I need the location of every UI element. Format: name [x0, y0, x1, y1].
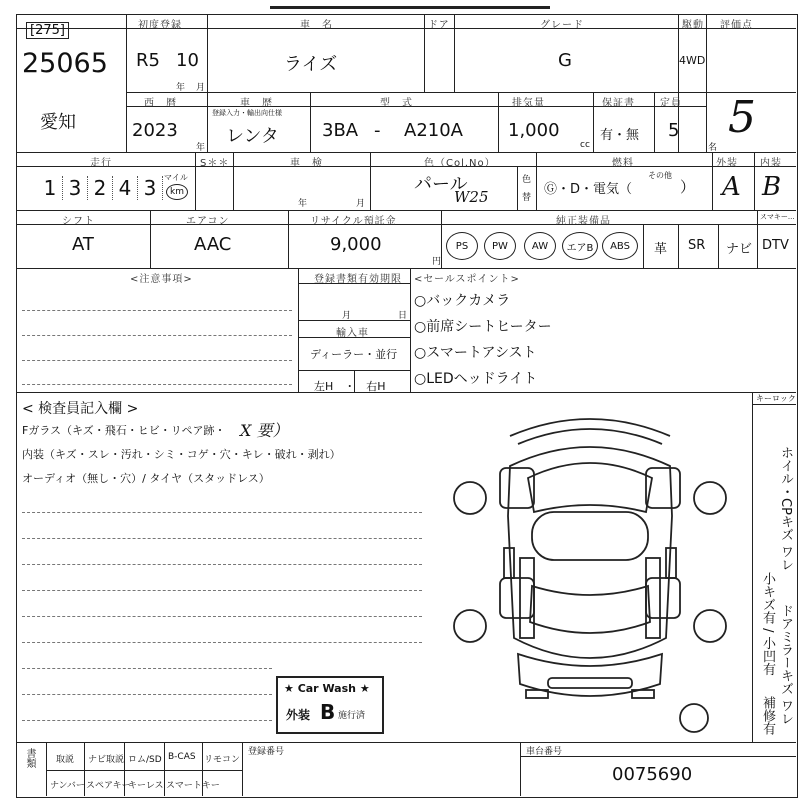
drive-value: 4WD [679, 54, 706, 67]
eval-score: 5 [728, 92, 756, 143]
first-reg-label: 初度登録 [138, 20, 182, 31]
doc-expiry-label: 登録書類有効期限 [314, 274, 402, 285]
car-body-diagram [440, 408, 740, 748]
shift-value: AT [72, 234, 94, 255]
chassis-history-note: 登録入力・輸出向仕様 [212, 109, 282, 117]
handle-value: 左H ・ 右H [314, 380, 386, 393]
model-year: 2023 [132, 120, 178, 141]
equip-airbag: エアB [562, 232, 598, 260]
mileage-digit: 4 [113, 176, 138, 200]
docs-label: 書類 [24, 748, 35, 768]
car-wash-body-a: 外装 [286, 708, 311, 722]
sales-point-1: ○バックカメラ [414, 293, 511, 309]
door-label: ドア [428, 20, 450, 31]
displacement-label: 排気量 [512, 98, 545, 109]
equip-abs: ABS [602, 232, 638, 260]
chassis-number: 0075690 [612, 764, 693, 785]
doc-keyless: キーレス [128, 781, 164, 791]
keylock-label: キーロック [756, 394, 796, 403]
grade-label: グレード [540, 20, 584, 31]
car-name-label: 車 名 [300, 20, 333, 31]
recycle-label: リサイクル預託金 [310, 216, 397, 227]
reg-no-label: 登録番号 [248, 747, 285, 757]
doc-navi-manual: ナビ取説 [88, 755, 125, 765]
inspection-label: 車 検 [290, 158, 323, 169]
equip-dtv: DTV [762, 238, 789, 253]
doc-smart-key: スマートキー [166, 781, 220, 791]
caution-label: <注意事項> [130, 274, 193, 285]
car-wash-grade: B [320, 700, 336, 724]
mileage-unit-mile: マイル [164, 173, 188, 182]
prefecture: 愛知 [40, 112, 76, 133]
mileage-digit: 1 [38, 176, 63, 200]
mileage-digit: 3 [138, 176, 163, 200]
inspection-month: 月 [356, 199, 366, 209]
warranty: 有・無 [600, 128, 640, 143]
equip-sunroof: SR [688, 238, 706, 253]
type-dash: - [374, 120, 381, 141]
exterior-grade: A [722, 172, 741, 202]
car-wash-body-b: 施行済 [338, 711, 366, 721]
recolor-top: 色 [522, 175, 532, 185]
eval-label: 評価点 [720, 20, 753, 31]
first-reg-month: 10 [176, 50, 199, 71]
side-note-mirror: ドアミラーキズ ワレ [778, 604, 793, 726]
sales-point-3: ○スマートアシスト [414, 345, 537, 361]
recycle-value: 9,000 [330, 234, 382, 255]
fuel-close: ） [680, 178, 696, 196]
side-note-scratch: 小キズ有 / 小凹有 [760, 572, 775, 676]
year-unit: 年 [176, 83, 186, 93]
capacity: 5 [668, 120, 680, 141]
inspector-line-1-mark: X 要） [240, 421, 289, 440]
chassis-history-label: 車 歴 [240, 98, 273, 109]
side-note-repair: 補修有 [760, 696, 775, 735]
mileage-label: 走行 [90, 158, 112, 169]
displacement: 1,000 [508, 120, 560, 141]
sales-label: <セールスポイント> [414, 274, 520, 285]
car-wash-title: ★ Car Wash ★ [284, 682, 370, 695]
fuel-other: その他 [648, 171, 672, 180]
chassis-no-label: 車台番号 [526, 747, 563, 757]
drive-label: 駆動 [682, 20, 704, 31]
model-year-label: 西 暦 [144, 98, 177, 109]
interior-label: 内装 [760, 158, 782, 169]
doc-number: ナンバー [50, 781, 85, 791]
type-model: A210A [404, 120, 463, 141]
sales-point-2: ○前席シートヒーター [414, 319, 552, 335]
mileage-digits [38, 176, 163, 200]
lot-number: 25065 [22, 48, 108, 79]
mileage-flag-label: S＊＊ [200, 158, 230, 169]
doc-bcas: B-CAS [168, 752, 196, 762]
import-label: 輸入車 [336, 328, 369, 339]
equip-leather: 革 [654, 242, 668, 257]
cc-unit: cc [580, 140, 590, 150]
doc-day: 日 [398, 311, 408, 321]
inspector-line-1: Fガラス（キズ・飛石・ヒビ・リペア跡・ [22, 424, 226, 437]
sales-point-4: ○LEDヘッドライト [414, 371, 538, 387]
equip-navi: ナビ [726, 242, 753, 257]
fuel-options: Ⓖ・D・電気（ [544, 182, 633, 197]
inspector-line-2: 内装（キズ・スレ・汚れ・シミ・コゲ・穴・キレ・破れ・剥れ） [22, 448, 341, 461]
type-label: 型 式 [380, 98, 413, 109]
doc-spare-key: スペアキー [86, 781, 131, 791]
car-wash-stamp [276, 676, 384, 734]
shift-label: シフト [62, 216, 95, 227]
model-year-unit: 年 [196, 143, 206, 153]
grade-value: G [558, 50, 572, 71]
doc-manual: 取説 [56, 755, 75, 765]
mileage-digit: 3 [63, 176, 88, 200]
color-value: パール [414, 174, 468, 195]
equip-aw: AW [524, 232, 556, 260]
interior-grade: B [762, 172, 782, 202]
car-name: ライズ [284, 54, 338, 75]
title-scrawl [270, 0, 550, 9]
capacity-unit: 名 [708, 143, 718, 153]
inspector-line-3: オーディオ（無し・穴）/ タイヤ（スタッドレス） [22, 472, 270, 485]
type-code: 3BA [322, 120, 359, 141]
exterior-label: 外装 [716, 158, 738, 169]
recolor-bottom: 替 [522, 193, 532, 203]
inspection-year: 年 [298, 199, 308, 209]
doc-remote: リモコン [204, 755, 241, 765]
equip-ps: PS [446, 232, 478, 260]
fuel-label: 燃料 [612, 158, 634, 169]
doc-rom-sd: ロム/SD [128, 755, 162, 765]
ac-label: エアコン [186, 216, 230, 227]
yen-unit: 円 [432, 257, 442, 267]
chassis-history-value: レンタ [226, 126, 279, 147]
import-value: ディーラー・並行 [310, 348, 398, 361]
month-unit: 月 [196, 83, 206, 93]
equip-pw: PW [484, 232, 516, 260]
warranty-label: 保証書 [602, 98, 635, 109]
inspector-title: < 検査員記入欄 > [22, 401, 139, 417]
color-label: 色（Col.No） [424, 158, 496, 169]
side-note-wheel: ホイル・CPキズ ワレ [778, 446, 793, 572]
equip-label: 純正装備品 [556, 216, 611, 227]
lot-box: [275] [26, 22, 69, 39]
ac-value: AAC [194, 234, 232, 255]
mileage-digit: 2 [88, 176, 113, 200]
capacity-label: 定員 [660, 98, 682, 109]
mileage-unit-km: km [166, 184, 188, 200]
smartkey-label: スマキー... [760, 213, 795, 221]
first-reg-era: R5 [136, 50, 160, 71]
doc-month: 月 [342, 311, 352, 321]
color-code: W25 [454, 188, 489, 206]
